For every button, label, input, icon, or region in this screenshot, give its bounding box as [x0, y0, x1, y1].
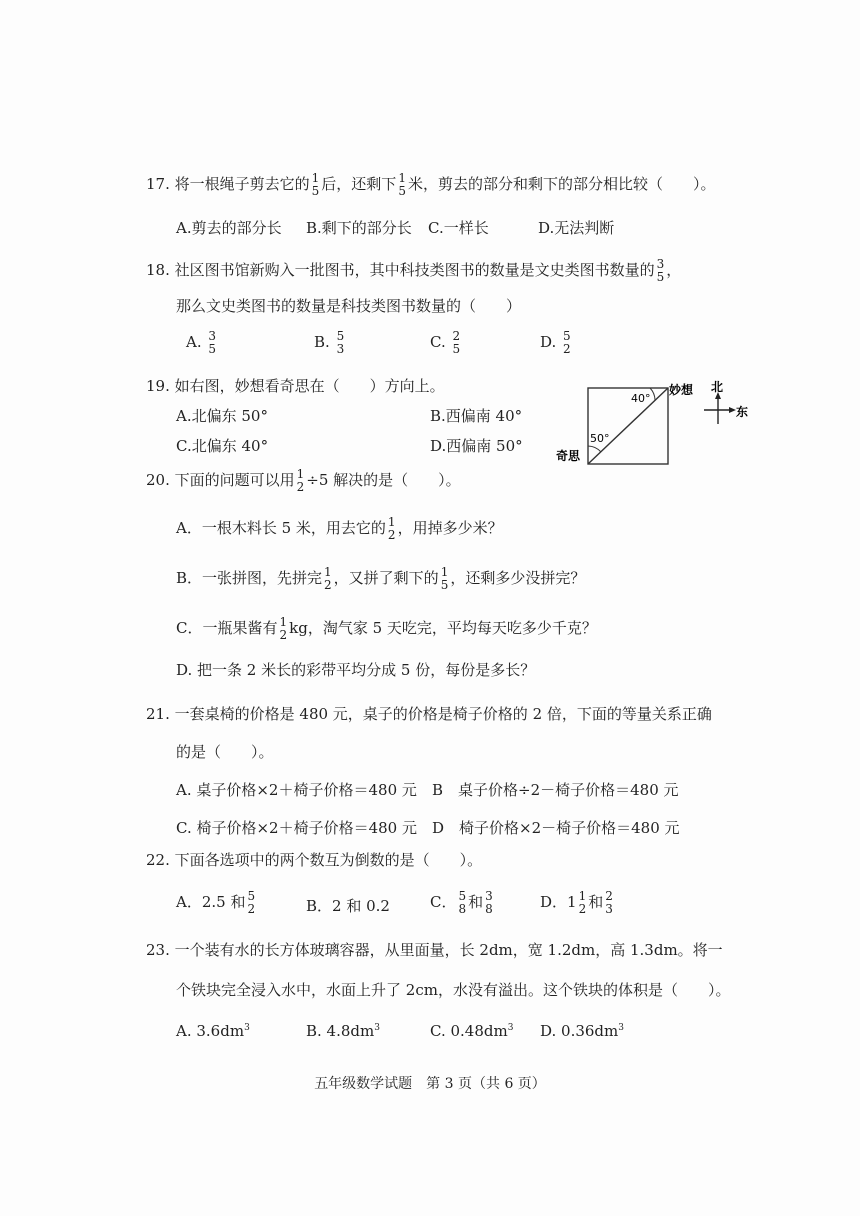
- q22-option-b: B．2 和 0.2: [306, 897, 390, 915]
- q17-number: 17.: [146, 175, 170, 193]
- compass-north-label: 北: [711, 380, 724, 394]
- q21-option-d: D 椅子价格×2－椅子价格＝480 元: [432, 819, 680, 837]
- q22-text: 下面各选项中的两个数互为倒数的是（ ）。: [174, 851, 483, 869]
- q18-fraction: 3 5: [656, 257, 665, 284]
- q23-option-c: C. $0.48dm^3$: [430, 1022, 514, 1040]
- question-23: [146, 940, 723, 960]
- q20-option-b: B．一张拼图，先拼完 1 2 ，又拼了剩下的 1 5 ，还剩多少没拼完？: [176, 565, 586, 592]
- q17-fraction-2: 1 5: [398, 171, 406, 198]
- q22-option-a: A．2.5 和 5 2: [176, 889, 256, 916]
- q20-fraction: 1 2: [296, 467, 305, 494]
- diagram-diagonal: [588, 388, 668, 464]
- question-18: [146, 258, 681, 284]
- q21-option-c: C. 椅子价格×2＋椅子价格＝480 元: [176, 819, 417, 837]
- q20-option-c: C．一瓶果酱有 1 2 kg，淘气家 5 天吃完，平均每天吃多少千克？: [176, 615, 597, 642]
- compass-icon: [704, 380, 748, 424]
- q18-option-a: A. 3 5: [186, 329, 217, 356]
- page-footer: 五年级数学试题 第 3 页（共 6 页）: [314, 1076, 546, 1092]
- label-qisi: 奇思: [556, 449, 581, 463]
- q17-text-2: 后，还剩下: [321, 175, 397, 193]
- q17-text-3: 米，剪去的部分和剩下的部分相比较（ ）。: [407, 175, 716, 193]
- q19-number: 19.: [146, 377, 170, 395]
- q23-number: 23.: [146, 941, 170, 959]
- q20-option-d: D. 把一条 2 米长的彩带平均分成 5 份，每份是多长？: [176, 661, 536, 679]
- angle-bottom-label: 50°: [590, 432, 610, 445]
- angle-arc-top: [650, 388, 655, 400]
- q18-comma: ，: [666, 261, 682, 279]
- q22-number: 22.: [146, 851, 170, 869]
- q18-option-b: B. 5 3: [314, 329, 345, 356]
- q17-option-d: D.无法判断: [538, 219, 615, 237]
- q22-option-d: D．1 1 2 和 2 3: [540, 889, 613, 916]
- q19-option-a: A.北偏东 50°: [176, 407, 268, 425]
- label-miaoxiang: 妙想: [669, 383, 694, 397]
- q19-direction-diagram: [552, 380, 752, 470]
- q17-fraction-1: 1 5: [311, 171, 320, 198]
- q21-text-2: 的是（ ）。: [176, 743, 274, 761]
- q22-option-c: C． 5 8 和 3 8: [430, 889, 493, 916]
- compass-east-label: 东: [736, 405, 749, 419]
- question-19: [146, 376, 445, 396]
- q23-text-1: 一个装有水的长方体玻璃容器，从里面量，长 2dm，宽 1.2dm，高 1.3dm。将一: [174, 941, 723, 959]
- q17-option-c: C.一样长: [428, 219, 489, 237]
- angle-top-label: 40°: [631, 392, 651, 405]
- q23-option-a: A. $3.6dm^3$: [176, 1022, 250, 1040]
- q23-option-b: B. $4.8dm^3$: [306, 1022, 380, 1040]
- q21-number: 21.: [146, 705, 170, 723]
- q18-option-c: C. 2 5: [430, 329, 461, 356]
- q21-text-1: 一套桌椅的价格是 480 元，桌子的价格是椅子价格的 2 倍，下面的等量关系正确: [174, 705, 712, 723]
- question-22: [146, 850, 482, 870]
- q21-option-b: B 桌子价格÷2－椅子价格＝480 元: [432, 781, 679, 799]
- q18-option-d: D. 5 2: [540, 329, 571, 356]
- q23-option-d: D. $0.36dm^3$: [540, 1022, 624, 1040]
- q23-text-2: 个铁块完全浸入水中，水面上升了 2cm，水没有溢出。这个铁块的体积是（ ）。: [176, 981, 731, 999]
- q18-text-1: 社区图书馆新购入一批图书，其中科技类图书的数量是文史类图书数量的: [174, 261, 655, 279]
- q21-option-a: A. 桌子价格×2＋椅子价格＝480 元: [176, 781, 417, 799]
- q20-number: 20.: [146, 471, 170, 489]
- q19-text: 如右图，妙想看奇思在（ ）方向上。: [174, 377, 445, 395]
- q18-text-2: 那么文史类图书的数量是科技类图书数量的（ ）: [176, 297, 522, 315]
- question-17: [146, 172, 715, 198]
- q20-option-a: A．一根木料长 5 米，用去它的 1 2 ，用掉多少米？: [176, 515, 503, 542]
- q18-number: 18.: [146, 261, 170, 279]
- question-20: [146, 468, 461, 494]
- q20-text-1: 下面的问题可以用: [174, 471, 295, 489]
- q20-text-2: ÷5 解决的是（ ）。: [306, 471, 461, 489]
- angle-arc-bottom: [588, 446, 601, 452]
- q19-option-b: B.西偏南 40°: [430, 407, 523, 425]
- q17-option-a: A.剪去的部分长: [176, 219, 282, 237]
- question-21: [146, 704, 712, 724]
- q17-text-1: 将一根绳子剪去它的: [174, 175, 310, 193]
- q19-option-c: C.北偏东 40°: [176, 437, 269, 455]
- q19-option-d: D.西偏南 50°: [430, 437, 523, 455]
- q17-option-b: B.剩下的部分长: [306, 219, 412, 237]
